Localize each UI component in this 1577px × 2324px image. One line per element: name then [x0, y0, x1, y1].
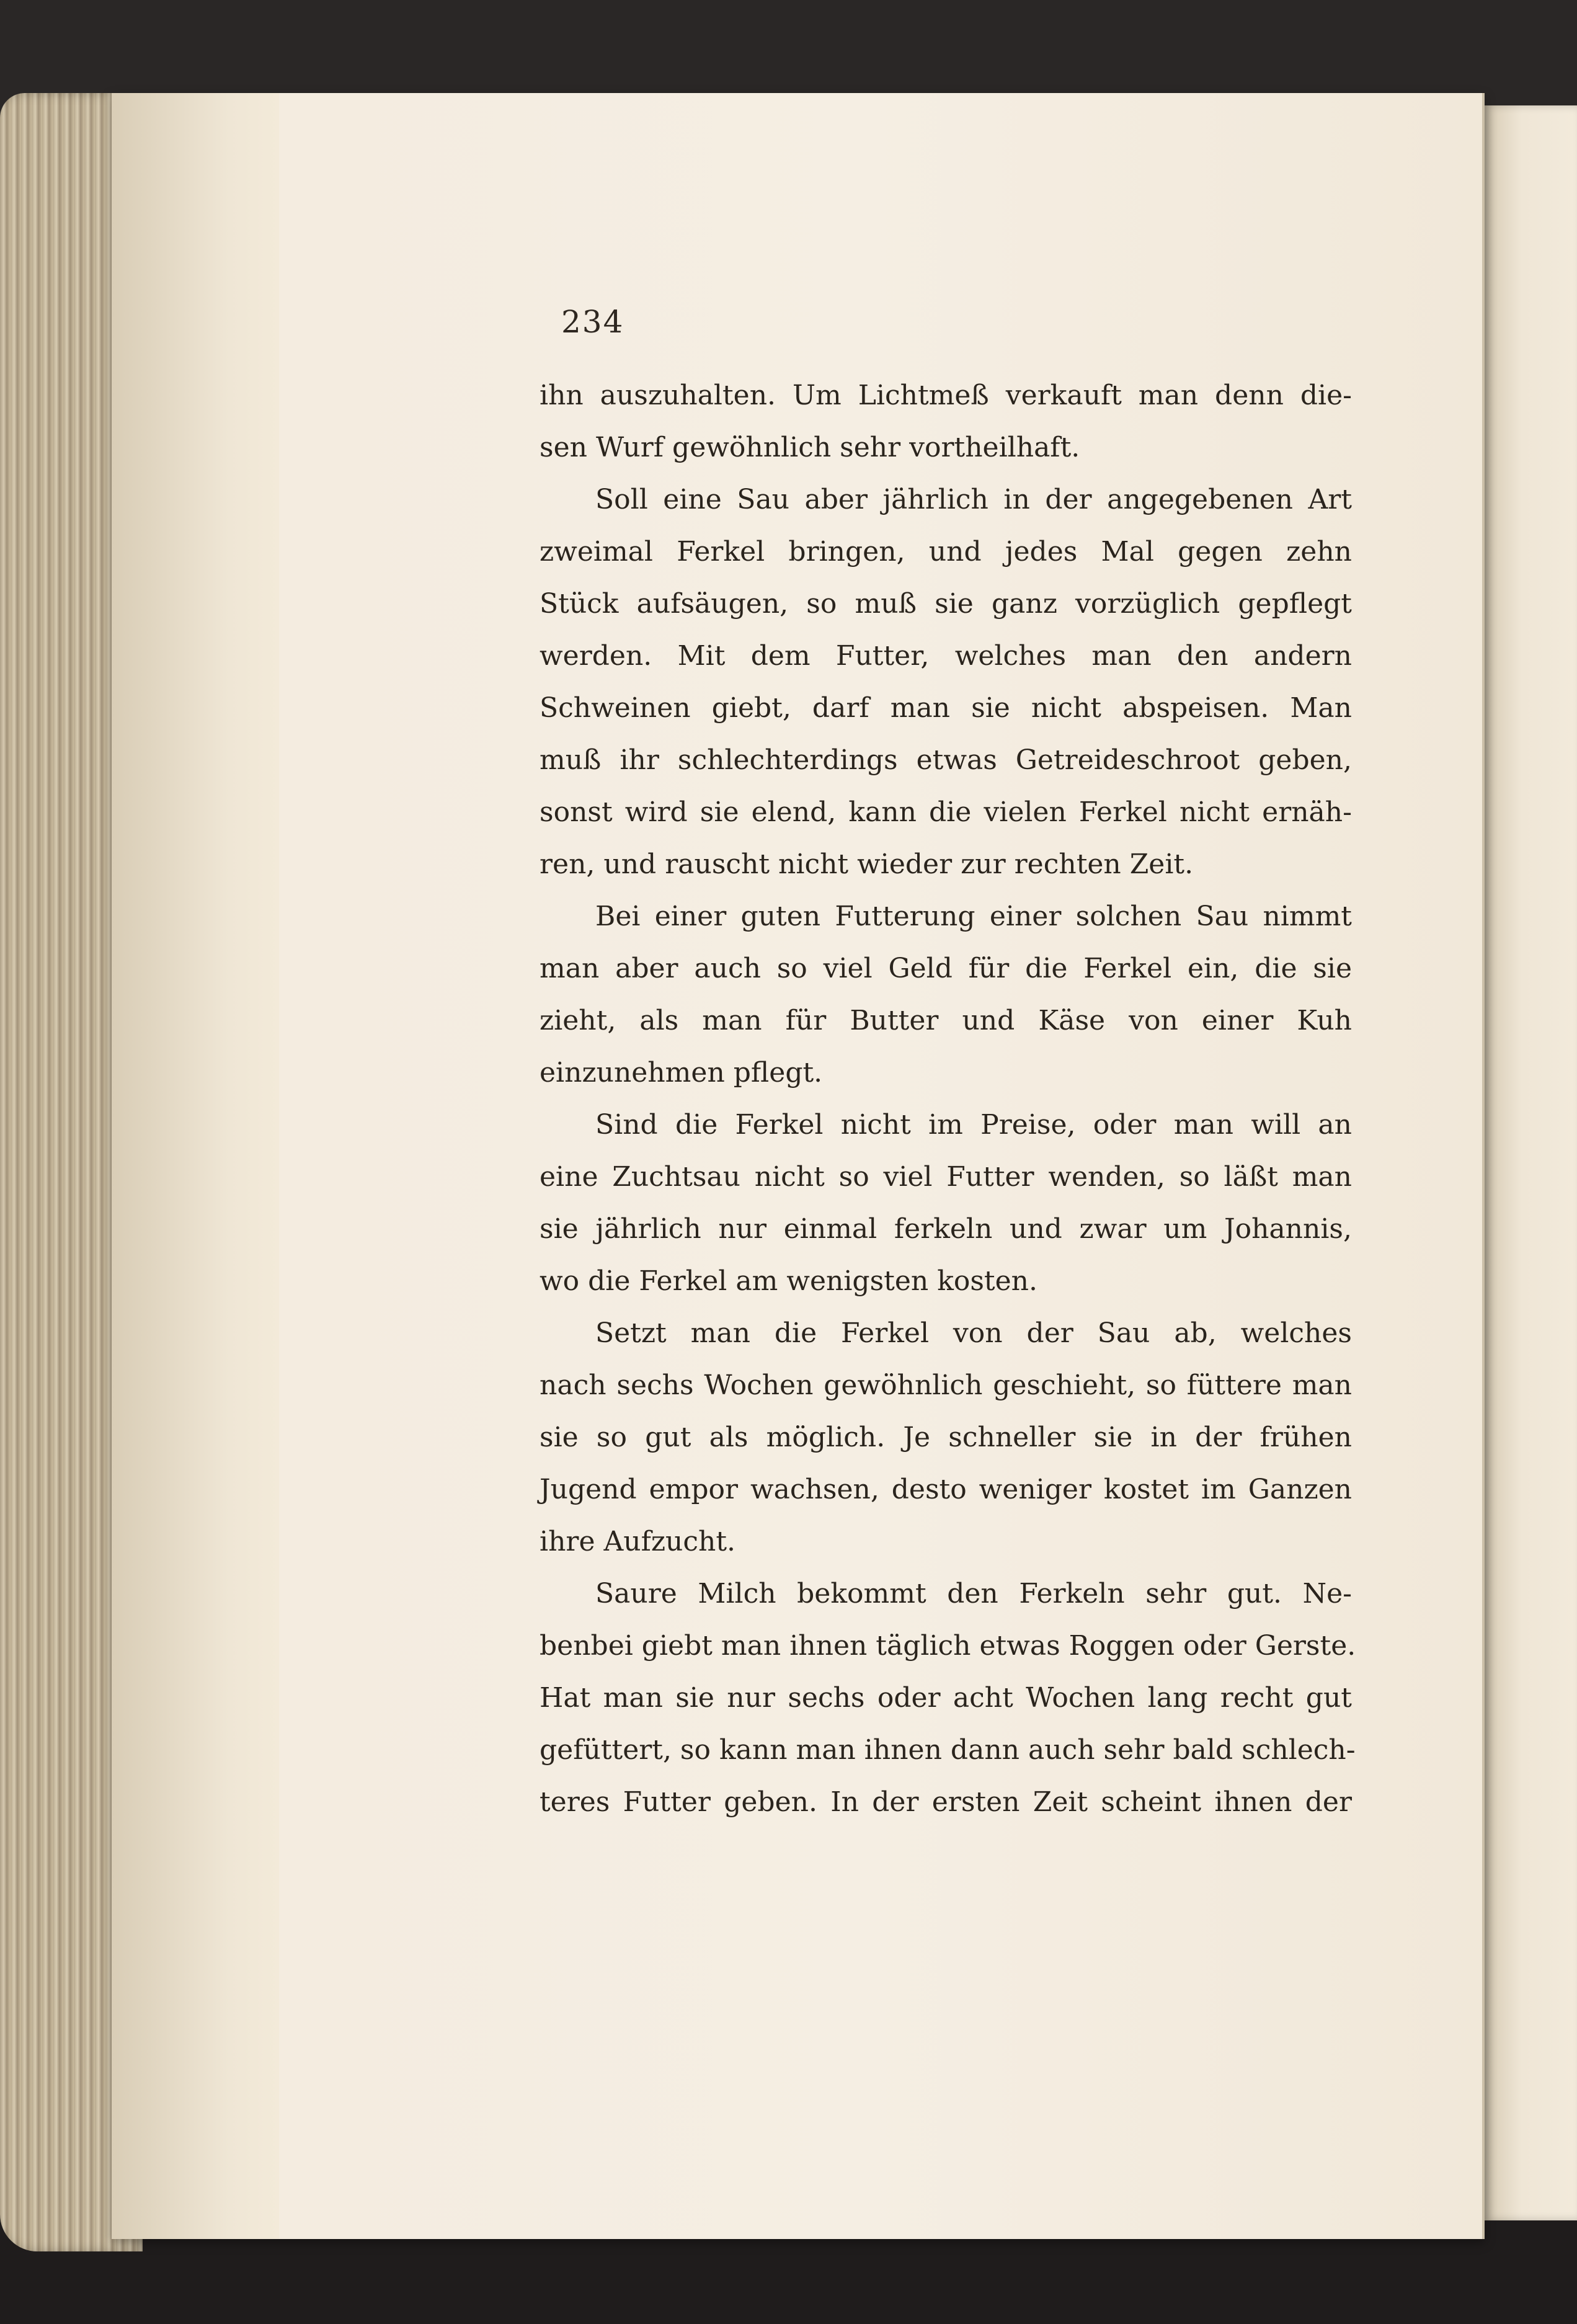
text-line: Hat man sie nur sechs oder acht Wochen lang recht gut [540, 1682, 1352, 1714]
text-line: sie jährlich nur einmal ferkeln und zwar um Johannis, [540, 1213, 1352, 1245]
text-line: gefüttert, so kann man ihnen dann auch sehr bald schlech- [540, 1734, 1356, 1766]
text-line: Setzt man die Ferkel von der Sau ab, welches [595, 1317, 1352, 1349]
text-line: werden. Mit dem Futter, welches man den andern [540, 640, 1352, 672]
text-line: sen Wurf gewöhnlich sehr vortheilhaft. [540, 432, 1080, 463]
text-line: ren, und rauscht nicht wieder zur rechten Zeit. [540, 848, 1194, 880]
text-line: Jugend empor wachsen, desto weniger kostet im Ganzen [540, 1474, 1352, 1505]
text-line: einzunehmen pflegt. [540, 1057, 823, 1089]
text-line: benbei giebt man ihnen täglich etwas Roggen oder Gerste. [540, 1630, 1356, 1662]
text-line: ihn auszuhalten. Um Lichtmeß verkauft man denn die- [540, 380, 1352, 411]
text-line: zweimal Ferkel bringen, und jedes Mal gegen zehn [540, 536, 1352, 568]
page-gutter-shadow [112, 93, 279, 2239]
facing-page-edge [1485, 105, 1577, 2220]
text-line: muß ihr schlechterdings etwas Getreideschroot geben, [540, 744, 1352, 776]
text-line: Sind die Ferkel nicht im Preise, oder man will an [595, 1109, 1352, 1141]
text-line: Bei einer guten Futterung einer solchen Sau nimmt [595, 901, 1352, 932]
text-line: sonst wird sie elend, kann die vielen Ferkel nicht ernäh- [540, 796, 1352, 828]
text-line: Soll eine Sau aber jährlich in der angegebenen Art [595, 484, 1352, 515]
text-line: Saure Milch bekommt den Ferkeln sehr gut. Ne- [595, 1578, 1352, 1609]
text-line: zieht, als man für Butter und Käse von einer Kuh [540, 1005, 1352, 1036]
text-line: teres Futter geben. In der ersten Zeit scheint ihnen der [540, 1786, 1352, 1818]
text-line: man aber auch so viel Geld für die Ferkel ein, die sie [540, 953, 1352, 984]
text-line: nach sechs Wochen gewöhnlich geschieht, so füttere man [540, 1369, 1352, 1401]
text-line: sie so gut als möglich. Je schneller sie in der frühen [540, 1422, 1352, 1453]
page-text [540, 370, 1356, 1828]
text-line: eine Zuchtsau nicht so viel Futter wenden, so läßt man [540, 1161, 1352, 1193]
text-line: ihre Aufzucht. [540, 1526, 736, 1557]
text-line: wo die Ferkel am wenigsten kosten. [540, 1265, 1037, 1297]
page-number: 234 [561, 304, 624, 340]
text-line: Schweinen giebt, darf man sie nicht abspeisen. Man [540, 692, 1352, 724]
text-line: Stück aufsäugen, so muß sie ganz vorzüglich gepflegt [540, 588, 1352, 620]
